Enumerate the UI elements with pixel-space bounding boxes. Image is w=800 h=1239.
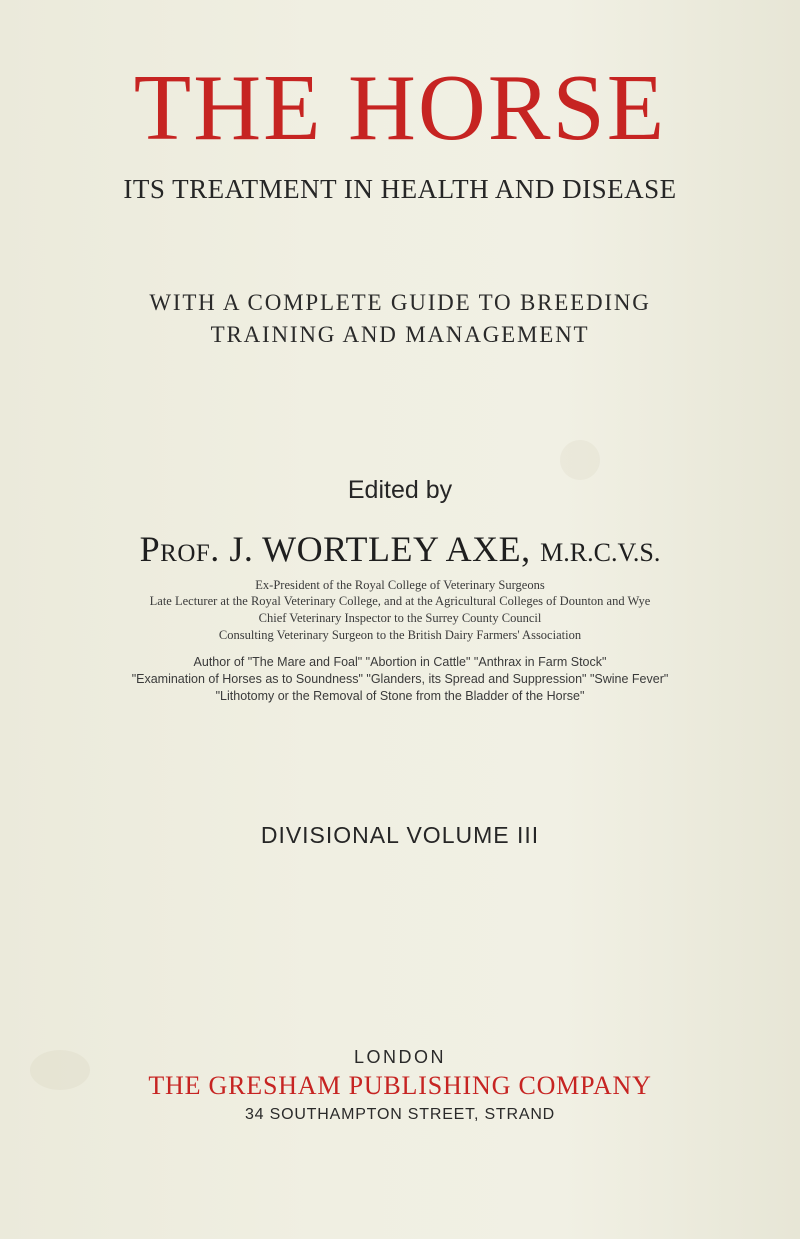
works-line: "Examination of Horses as to Soundness" "Glanders, its Spread and Suppression" "Swine Fever" <box>131 672 669 686</box>
works-line: "Lithotomy or the Removal of Stone from the Bladder of the Horse" <box>215 689 585 703</box>
book-title: THE HORSE <box>133 56 667 160</box>
volume-label: DIVISIONAL VOLUME III <box>260 822 540 848</box>
edited-by: Edited by <box>347 476 453 504</box>
author-prefix: Prof. <box>139 529 220 569</box>
credential-line: Chief Veterinary Inspector to the Surrey County Council <box>258 611 542 625</box>
author-name <box>0 528 800 574</box>
author-main-name: J. WORTLEY AXE, <box>229 529 531 569</box>
credential-line: Late Lecturer at the Royal Veterinary College, and at the Agricultural Colleges of Dounton and Wye <box>149 594 651 608</box>
credential-line: Consulting Veterinary Surgeon to the British Dairy Farmers' Association <box>218 628 582 642</box>
book-subtitle: ITS TREATMENT IN HEALTH AND DISEASE <box>123 174 677 204</box>
guide-line-2: TRAINING AND MANAGEMENT <box>210 322 590 347</box>
guide-line-1: WITH A COMPLETE GUIDE TO BREEDING <box>149 290 651 315</box>
imprint-city: LONDON <box>353 1047 446 1067</box>
credential-line: Ex-President of the Royal College of Veterinary Surgeons <box>255 578 545 592</box>
imprint-publisher: THE GRESHAM PUBLISHING COMPANY <box>148 1071 652 1100</box>
imprint-address: 34 SOUTHAMPTON STREET, STRAND <box>244 1106 556 1123</box>
works-line: Author of "The Mare and Foal" "Abortion in Cattle" "Anthrax in Farm Stock" <box>193 655 607 669</box>
author-degree: M.R.C.V.S. <box>540 538 661 567</box>
